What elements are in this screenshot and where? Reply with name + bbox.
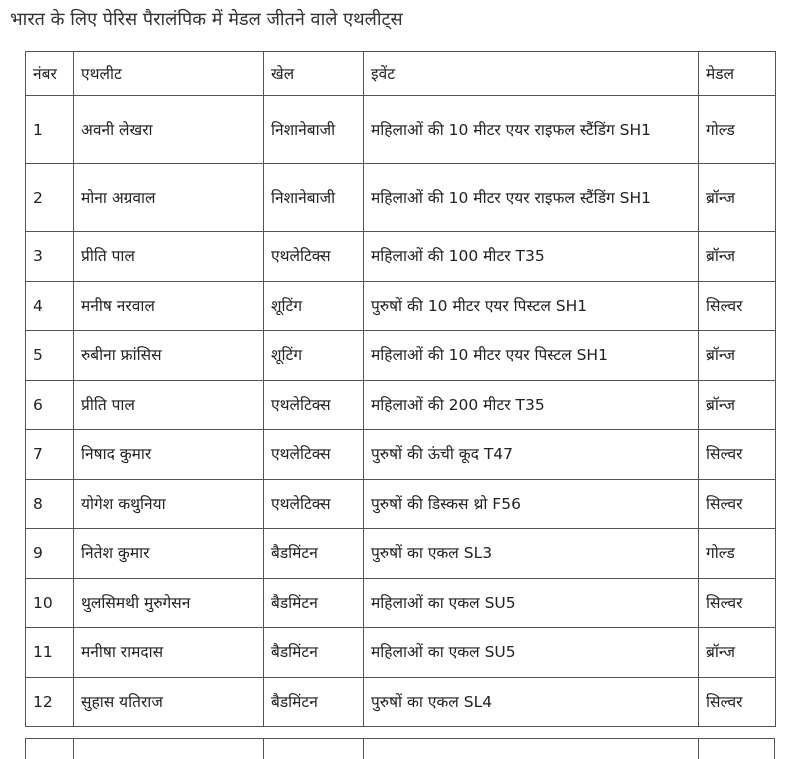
cell-sport: निशानेबाजी [264, 96, 364, 164]
cell-sport: निशानेबाजी [264, 164, 364, 232]
cell-sport: एथलेटिक्स [264, 479, 364, 529]
cell-event: पुरुषों का एकल SL4 [364, 677, 699, 727]
cell-sport: शूटिंग [264, 331, 364, 381]
cell-athlete: रुबीना फ्रांसिस [74, 331, 264, 381]
cell-event: महिलाओं की 10 मीटर एयर राइफल स्टैंडिंग SH1 [364, 164, 699, 232]
cell-athlete: मनीषा रामदास [74, 628, 264, 678]
cell-event: महिलाओं की 200 मीटर T35 [364, 380, 699, 430]
table-row [26, 628, 776, 678]
cell-athlete: निषाद कुमार [74, 430, 264, 480]
cell-event: महिलाओं की 10 मीटर एयर राइफल स्टैंडिंग SH1 [364, 96, 699, 164]
page-title: भारत के लिए पेरिस पैरालंपिक में मेडल जीतने वाले एथलीट्स [10, 9, 403, 30]
cell-athlete: नितेश कुमार [74, 529, 264, 579]
table-header [26, 52, 776, 96]
cell-athlete: मोना अग्रवाल [74, 164, 264, 232]
header-medal: मेडल [699, 52, 776, 96]
cell-event: महिलाओं की 100 मीटर T35 [364, 232, 699, 282]
medal-winners-table [25, 51, 776, 727]
table-row [26, 380, 776, 430]
table-row [26, 96, 776, 164]
table-row [26, 331, 776, 381]
cell-medal: सिल्वर [699, 281, 776, 331]
cell-number: 9 [26, 529, 74, 579]
cell-sport: एथलेटिक्स [264, 380, 364, 430]
cell-number: 6 [26, 380, 74, 430]
cell-event: पुरुषों की डिस्कस थ्रो F56 [364, 479, 699, 529]
cell-number: 4 [26, 281, 74, 331]
cell-medal: सिल्वर [699, 479, 776, 529]
cell-medal: सिल्वर [699, 677, 776, 727]
cell-number: 10 [26, 578, 74, 628]
cell-medal: ब्रॉन्ज [699, 232, 776, 282]
cell-medal: ब्रॉन्ज [699, 380, 776, 430]
cell-event: महिलाओं का एकल SU5 [364, 628, 699, 678]
cell-event: महिलाओं का एकल SU5 [364, 578, 699, 628]
table-body [26, 96, 776, 727]
table-row [26, 232, 776, 282]
header-athlete: एथलीट [74, 52, 264, 96]
cell-sport: बैडमिंटन [264, 578, 364, 628]
cell-number: 11 [26, 628, 74, 678]
cell-number: 8 [26, 479, 74, 529]
cell-medal: सिल्वर [699, 430, 776, 480]
cell-athlete: प्रीति पाल [74, 232, 264, 282]
cell-sport: बैडमिंटन [264, 677, 364, 727]
table-row [26, 430, 776, 480]
cell-number: 7 [26, 430, 74, 480]
partial-next-row [25, 738, 775, 759]
cell-sport: बैडमिंटन [264, 628, 364, 678]
cell-event: पुरुषों का एकल SL3 [364, 529, 699, 579]
cell-athlete: थुलसिमथी मुरुगेसन [74, 578, 264, 628]
cell-sport: बैडमिंटन [264, 529, 364, 579]
cell-number: 5 [26, 331, 74, 381]
header-row [26, 52, 776, 96]
cell-medal: ब्रॉन्ज [699, 628, 776, 678]
cell-medal: गोल्ड [699, 96, 776, 164]
cell-sport: शूटिंग [264, 281, 364, 331]
cell-athlete: प्रीति पाल [74, 380, 264, 430]
cell-number: 1 [26, 96, 74, 164]
cell-athlete: योगेश कथुनिया [74, 479, 264, 529]
header-number: नंबर [26, 52, 74, 96]
table-row [26, 578, 776, 628]
header-sport: खेल [264, 52, 364, 96]
cell-number: 2 [26, 164, 74, 232]
cell-event: पुरुषों की ऊंची कूद T47 [364, 430, 699, 480]
cell-medal: सिल्वर [699, 578, 776, 628]
table-row [26, 529, 776, 579]
cell-number: 12 [26, 677, 74, 727]
cell-medal: गोल्ड [699, 529, 776, 579]
table-row [26, 281, 776, 331]
cell-sport: एथलेटिक्स [264, 430, 364, 480]
cell-medal: ब्रॉन्ज [699, 164, 776, 232]
cell-medal: ब्रॉन्ज [699, 331, 776, 381]
cell-event: महिलाओं की 10 मीटर एयर पिस्टल SH1 [364, 331, 699, 381]
cell-number: 3 [26, 232, 74, 282]
cell-athlete: सुहास यतिराज [74, 677, 264, 727]
table-row [26, 164, 776, 232]
cell-athlete: मनीष नरवाल [74, 281, 264, 331]
table-row [26, 479, 776, 529]
cell-event: पुरुषों की 10 मीटर एयर पिस्टल SH1 [364, 281, 699, 331]
header-event: इवेंट [364, 52, 699, 96]
cell-athlete: अवनी लेखरा [74, 96, 264, 164]
cell-sport: एथलेटिक्स [264, 232, 364, 282]
table-row [26, 677, 776, 727]
